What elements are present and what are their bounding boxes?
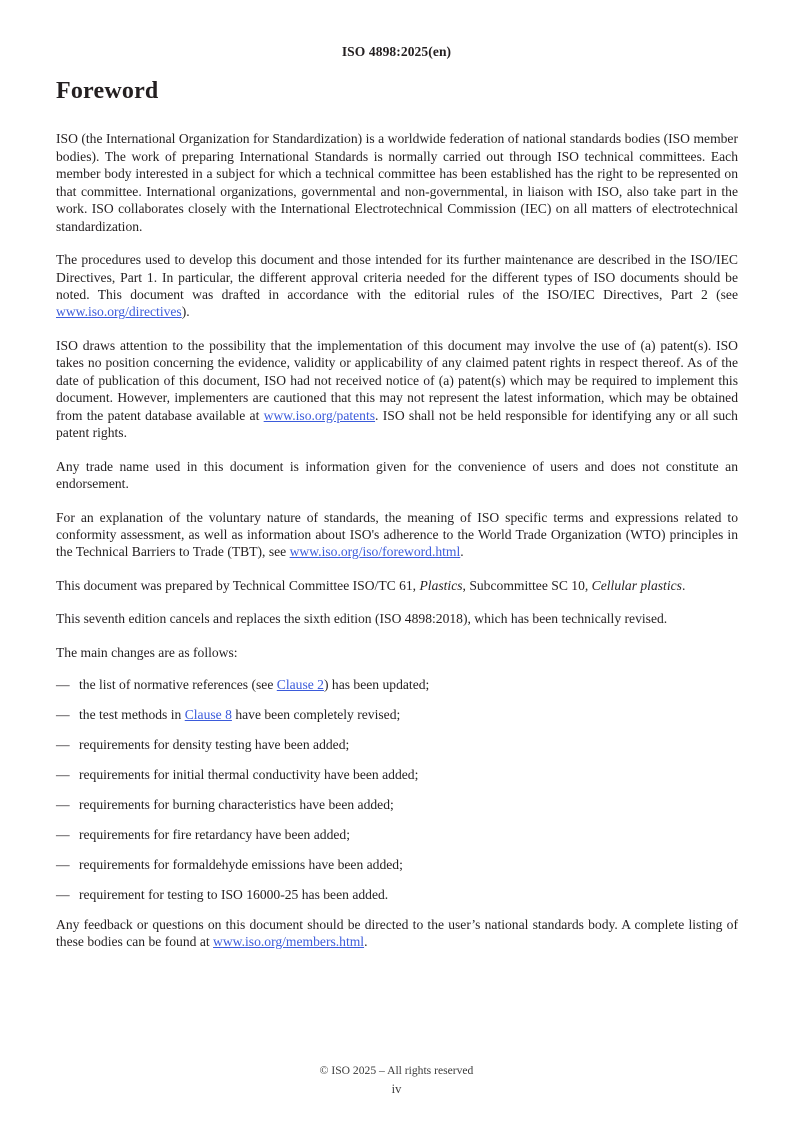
em-dash-bullet: — — [56, 737, 70, 753]
list-item-tail: have been completely revised; — [231, 707, 401, 723]
link-iso-patents[interactable]: www.iso.org/patents — [263, 407, 376, 423]
committee-sc-name: Cellular plastics — [591, 577, 682, 593]
link-iso-members[interactable]: www.iso.org/members.html — [213, 934, 365, 950]
paragraph-patents-tail: . ISO shall not be held responsible for identifying any or all such patent rights. — [56, 407, 738, 441]
em-dash-bullet: — — [56, 707, 70, 723]
paragraph-voluntary-nature — [56, 509, 738, 561]
committee-tc-name: Plastics — [419, 577, 463, 593]
paragraph-voluntary-text: For an explanation of the voluntary nature of standards, the meaning of ISO specific terms and expressions related to conformity assessment, as well as information about ISO's adherence to the World Trade Organization (WTO) principles in the Technical Barriers to Trade (TBT), see — [56, 509, 738, 560]
list-item — [56, 736, 738, 753]
paragraph-patents-text: ISO draws attention to the possibility that the implementation of this document may involve the use of (a) patent(s). ISO takes no position concerning the evidence, validity or applicability of any claimed patent rights in respect thereof. As of the date of publication of this document, ISO had not received notice of (a) patent(s) which may be required to implement this document. However, implementers are cautioned that this may not represent the latest information, which may be obtained from the patent database available at — [56, 337, 738, 423]
paragraph-iso-definition: ISO (the International Organization for Standardization) is a worldwide federation of national standards bodies (ISO member bodies). The work of preparing International Standards is normally carried out through ISO technical committees. Each member body interested in a subject for which a technical committee has been established has the right to be represented on that committee. International organizations, governmental and non-governmental, in liaison with ISO, also take part in the work. ISO collaborates closely with the International Electrotechnical Commission (IEC) on all matters of electrotechnical standardization. — [56, 131, 738, 234]
committee-text-a: This document was prepared by Technical Committee ISO/TC 61, — [56, 577, 420, 593]
paragraph-feedback — [56, 916, 738, 951]
list-item — [56, 826, 738, 843]
paragraph-edition: This seventh edition cancels and replaces the sixth edition (ISO 4898:2018), which has been technically revised. — [56, 611, 668, 627]
paragraph-patents — [56, 337, 738, 442]
paragraph-trade-name: Any trade name used in this document is information given for the convenience of users and does not constitute an endorsement. — [56, 458, 738, 492]
changes-list — [56, 676, 738, 903]
link-clause-8[interactable]: Clause 8 — [184, 707, 232, 723]
list-item-text: requirements for fire retardancy have been added; — [79, 827, 350, 843]
paragraph-committee — [56, 577, 738, 594]
page-content — [56, 78, 738, 967]
list-item-text: requirements for initial thermal conductivity have been added; — [79, 767, 419, 783]
paragraph-procedures-text: The procedures used to develop this document and those intended for its further maintenance are described in the ISO/IEC Directives, Part 1. In particular, the different approval criteria needed for the different types of ISO documents should be noted. This document was drafted in accordance with the editorial rules of the ISO/IEC Directives, Part 2 (see — [56, 252, 738, 303]
list-item-tail: ) has been updated; — [323, 677, 430, 693]
list-item — [56, 886, 738, 903]
link-clause-2[interactable]: Clause 2 — [276, 677, 324, 693]
list-item-text: requirements for formaldehyde emissions have been added; — [79, 856, 403, 872]
page-number: iv — [391, 1082, 402, 1096]
paragraph-procedures-tail: ). — [181, 304, 190, 320]
list-item — [56, 766, 738, 783]
em-dash-bullet: — — [56, 677, 70, 693]
em-dash-bullet: — — [56, 827, 70, 843]
list-item — [56, 796, 738, 813]
paragraph-feedback-text: Any feedback or questions on this document should be directed to the user’s national standards body. A complete listing of these bodies can be found at — [56, 916, 738, 950]
list-item — [56, 706, 738, 723]
em-dash-bullet: — — [56, 886, 70, 902]
link-iso-directives[interactable]: www.iso.org/directives — [56, 304, 182, 320]
list-item — [56, 856, 738, 873]
paragraph-procedures — [56, 251, 738, 321]
list-item-text: the test methods in — [79, 707, 185, 723]
list-item-text: requirement for testing to ISO 16000-25 has been added. — [79, 886, 389, 902]
em-dash-bullet: — — [56, 767, 70, 783]
paragraph-feedback-tail: . — [364, 934, 368, 950]
list-item-text: the list of normative references (see — [79, 677, 277, 693]
page-title: Foreword — [56, 78, 159, 104]
list-item-text: requirements for density testing have been added; — [79, 737, 350, 753]
footer-copyright: © ISO 2025 – All rights reserved — [319, 1064, 474, 1077]
list-item — [56, 676, 738, 693]
changes-intro: The main changes are as follows: — [56, 644, 238, 660]
em-dash-bullet: — — [56, 797, 70, 813]
paragraph-voluntary-tail: . — [460, 544, 464, 560]
em-dash-bullet: — — [56, 856, 70, 872]
link-iso-foreword[interactable]: www.iso.org/iso/foreword.html — [289, 544, 461, 560]
committee-text-b: , Subcommittee SC 10, — [462, 577, 592, 593]
committee-text-c: . — [681, 577, 686, 593]
list-item-text: requirements for burning characteristics have been added; — [79, 797, 394, 813]
running-head: ISO 4898:2025(en) — [341, 44, 452, 59]
